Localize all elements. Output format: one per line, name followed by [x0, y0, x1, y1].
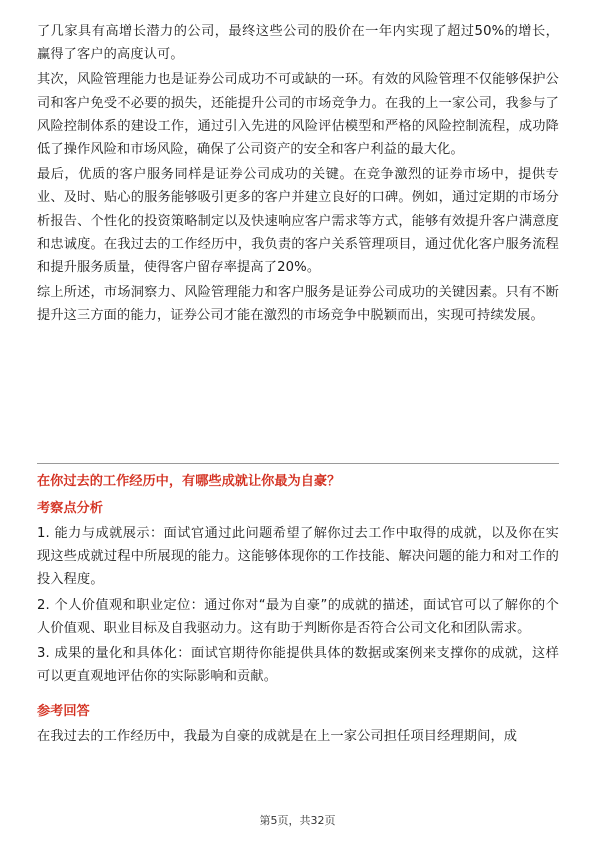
- paragraph-customer-service: 最后，优质的客户服务同样是证券公司成功的关键。在竞争激烈的证券市场中，提供专业、及时、贴心的服务能够吸引更多的客户并建立良好的口碑。例如，通过定期的市场分析报告、个性化的投资策略制定以及快速响应客户需求等方式，能够有效提升客户满意度和忠诚度。在我过去的工作经历中，我负责的客户关系管理项目，通过优化客户服务流程和提升服务质量，使得客户留存率提高了20%。: [37, 167, 559, 276]
- paragraph-summary: 综上所述，市场洞察力、风险管理能力和客户服务是证券公司成功的关键因素。只有不断提升这三方面的能力，证券公司才能在激烈的市场竞争中脱颖而出，实现可持续发展。: [37, 285, 559, 324]
- question-title: 在你过去的工作经历中，有哪些成就让你最为自豪？: [37, 474, 341, 489]
- page-number: 第5页，共32页: [259, 814, 336, 827]
- body-text: [37, 20, 559, 328]
- reference-answer: 在我过去的工作经历中，我最为自豪的成就是在上一家公司担任项目经理期间，成: [37, 729, 518, 745]
- analysis-item: 3. 成果的量化和具体化：面试官期待你能提供具体的数据或案例来支撑你的成就，这样可以更直观地评估你的实际影响和贡献。: [37, 646, 559, 685]
- reference-heading: 参考回答: [37, 704, 90, 720]
- analysis-item: 1. 能力与成就展示：面试官通过此问题希望了解你过去工作中取得的成就，以及你在实现这些成就过程中所展现的能力。这能够体现你的工作技能、解决问题的能力和对工作的投入程度。: [37, 526, 559, 588]
- paragraph-growth: 了几家具有高增长潜力的公司，最终这些公司的股价在一年内实现了超过50%的增长，赢得了客户的高度认可。: [37, 24, 559, 63]
- analysis-item: 2. 个人价值观和职业定位：通过你对“最为自豪”的成就的描述，面试官可以了解你的个人价值观、职业目标及自我驱动力。这有助于判断你是否符合公司文化和团队需求。: [37, 597, 559, 636]
- analysis-heading: 考察点分析: [37, 501, 103, 516]
- paragraph-risk-management: 其次，风险管理能力也是证券公司成功不可或缺的一环。有效的风险管理不仅能够保护公司和客户免受不必要的损失，还能提升公司的市场竞争力。在我的上一家公司，我参与了风险控制体系的建设工作，通过引入先进的风险评估模型和严格的风险控制流程，成功降低了操作风险和市场风险，确保了公司资产的安全和客户利益的最大化。: [37, 72, 559, 158]
- question-section: [37, 470, 559, 749]
- section-divider: [37, 463, 559, 464]
